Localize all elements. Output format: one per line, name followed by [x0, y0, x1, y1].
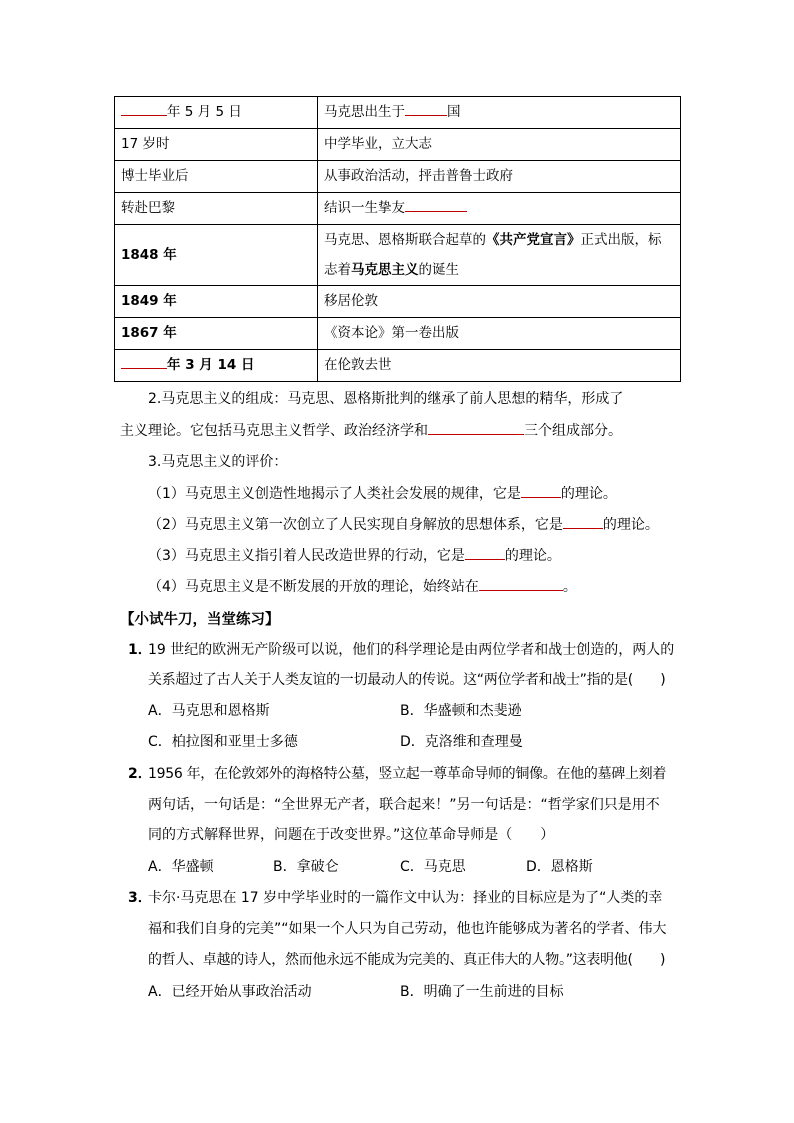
timeline-time-text: 年 3 月 14 日 [167, 357, 255, 373]
question-text: 同的方式解释世界，问题在于改变世界。”这位革命导师是（ ） [148, 827, 555, 843]
timeline-event: 在伦敦去世 [318, 350, 681, 382]
practice-heading: 【小试牛刀，当堂练习】 [120, 612, 280, 628]
question-text: 卡尔·马克思在 17 岁中学毕业时的一篇作文中认为：择业的目标应是为了“人类的幸 [148, 890, 663, 906]
section3-title: 3.马克思主义的评价： [148, 454, 288, 470]
timeline-row [115, 286, 681, 318]
timeline-table [114, 96, 681, 382]
section3-text: 。 [562, 579, 577, 595]
timeline-event: 从事政治活动，抨击普鲁士政府 [318, 161, 681, 193]
section3-text: （2）马克思主义第一次创立了人民实现自身解放的思想体系，它是 [148, 517, 563, 533]
question-number: 3． [128, 890, 152, 906]
option-d[interactable]: D．恩格斯 [526, 859, 593, 875]
option-a[interactable]: A．华盛顿 [148, 859, 214, 875]
timeline-event-text: 马克思、恩格斯联合起草的 [324, 232, 486, 248]
timeline-event: 移居伦敦 [318, 286, 681, 318]
timeline-event-text: 马克思出生于 [324, 104, 405, 120]
question-text: 1956 年，在伦敦郊外的海格特公墓，竖立起一尊革命导师的铜像。在他的墓碑上刻着 [148, 766, 667, 782]
timeline-time: 1848 年 [115, 225, 318, 286]
section3-text: （3）马克思主义指引着人民改造世界的行动，它是 [148, 548, 465, 564]
timeline-row [115, 350, 681, 382]
timeline-time: 17 岁时 [115, 129, 318, 161]
timeline-row [115, 97, 681, 129]
timeline-event [318, 193, 681, 225]
manifesto-title: 《共产党宣言》 [486, 232, 581, 248]
option-c[interactable]: C．马克思 [400, 859, 466, 875]
answer-blank[interactable] [121, 355, 167, 370]
section3-text: （4）马克思主义是不断发展的开放的理论，始终站在 [148, 579, 479, 595]
timeline-time [115, 97, 318, 129]
section3-text: 的理论。 [602, 517, 659, 533]
timeline-time [115, 350, 318, 382]
option-b[interactable]: B．拿破仑 [273, 859, 339, 875]
answer-blank[interactable] [563, 514, 603, 529]
answer-blank[interactable] [405, 102, 447, 117]
timeline-time: 1849 年 [115, 286, 318, 318]
question-text: 的哲人、卓越的诗人，然而他永远不能成为完美的、真正伟大的人物。”这表明他( ) [148, 952, 666, 968]
timeline-event-text: 结识一生挚友 [324, 200, 405, 216]
timeline-row [115, 225, 681, 286]
timeline-time-text: 年 5 月 5 日 [167, 104, 242, 120]
timeline-event-text: 的诞生 [418, 262, 459, 278]
timeline-event: 《资本论》第一卷出版 [318, 318, 681, 350]
answer-blank[interactable] [428, 420, 524, 435]
option-c[interactable]: C．柏拉图和亚里士多德 [148, 734, 298, 750]
timeline-time: 1867 年 [115, 318, 318, 350]
section3-item [148, 483, 617, 504]
timeline-row [115, 161, 681, 193]
section3-text: 的理论。 [504, 548, 561, 564]
section2-line1: 2.马克思主义的组成：马克思、恩格斯批判的继承了前人思想的精华，形成了 [148, 391, 624, 407]
option-a[interactable]: A．已经开始从事政治活动 [148, 984, 312, 1000]
timeline-event-text: 志着 [324, 262, 351, 278]
section3-item [148, 576, 577, 597]
section3-text: （1）马克思主义创造性地揭示了人类社会发展的规律，它是 [148, 486, 521, 502]
section3-item [148, 545, 561, 566]
question-number: 2． [128, 766, 152, 782]
marxism-term: 马克思主义 [351, 262, 419, 278]
section3-item [148, 514, 659, 535]
timeline-event [318, 97, 681, 129]
timeline-event [318, 225, 681, 286]
answer-blank[interactable] [465, 545, 505, 560]
option-d[interactable]: D．克洛维和查理曼 [400, 734, 523, 750]
section3-text: 的理论。 [560, 486, 617, 502]
option-a[interactable]: A．马克思和恩格斯 [148, 703, 270, 719]
option-b[interactable]: B．华盛顿和杰斐逊 [400, 703, 522, 719]
timeline-event-text: 正式出版，标 [580, 232, 662, 248]
timeline-row [115, 193, 681, 225]
timeline-row [115, 129, 681, 161]
timeline-event-text: 国 [447, 104, 461, 120]
answer-blank[interactable] [405, 198, 467, 213]
option-b[interactable]: B．明确了一生前进的目标 [400, 984, 564, 1000]
timeline-time: 转赴巴黎 [115, 193, 318, 225]
timeline-time: 博士毕业后 [115, 161, 318, 193]
question-text: 19 世纪的欧洲无产阶级可以说，他们的科学理论是由两位学者和战士创造的，两人的 [148, 642, 675, 658]
question-number: 1． [128, 642, 152, 658]
section2-text: 主义理论。它包括马克思主义哲学、政治经济学和 [120, 423, 428, 439]
answer-blank[interactable] [479, 576, 563, 591]
question-text: 关系超过了古人关于人类友谊的一切最动人的传说。这“两位学者和战士”指的是( ) [148, 672, 666, 688]
answer-blank[interactable] [121, 102, 167, 117]
question-text: 福和我们自身的完美”“如果一个人只为自己劳动，他也许能够成为著名的学者、伟大 [148, 921, 667, 937]
section2-text: 三个组成部分。 [524, 423, 622, 439]
answer-blank[interactable] [521, 483, 561, 498]
question-text: 两句话，一句话是：“全世界无产者，联合起来！”另一句话是：“哲学家们只是用不 [148, 797, 660, 813]
timeline-event: 中学毕业，立大志 [318, 129, 681, 161]
section2-line2 [120, 420, 622, 441]
timeline-row [115, 318, 681, 350]
